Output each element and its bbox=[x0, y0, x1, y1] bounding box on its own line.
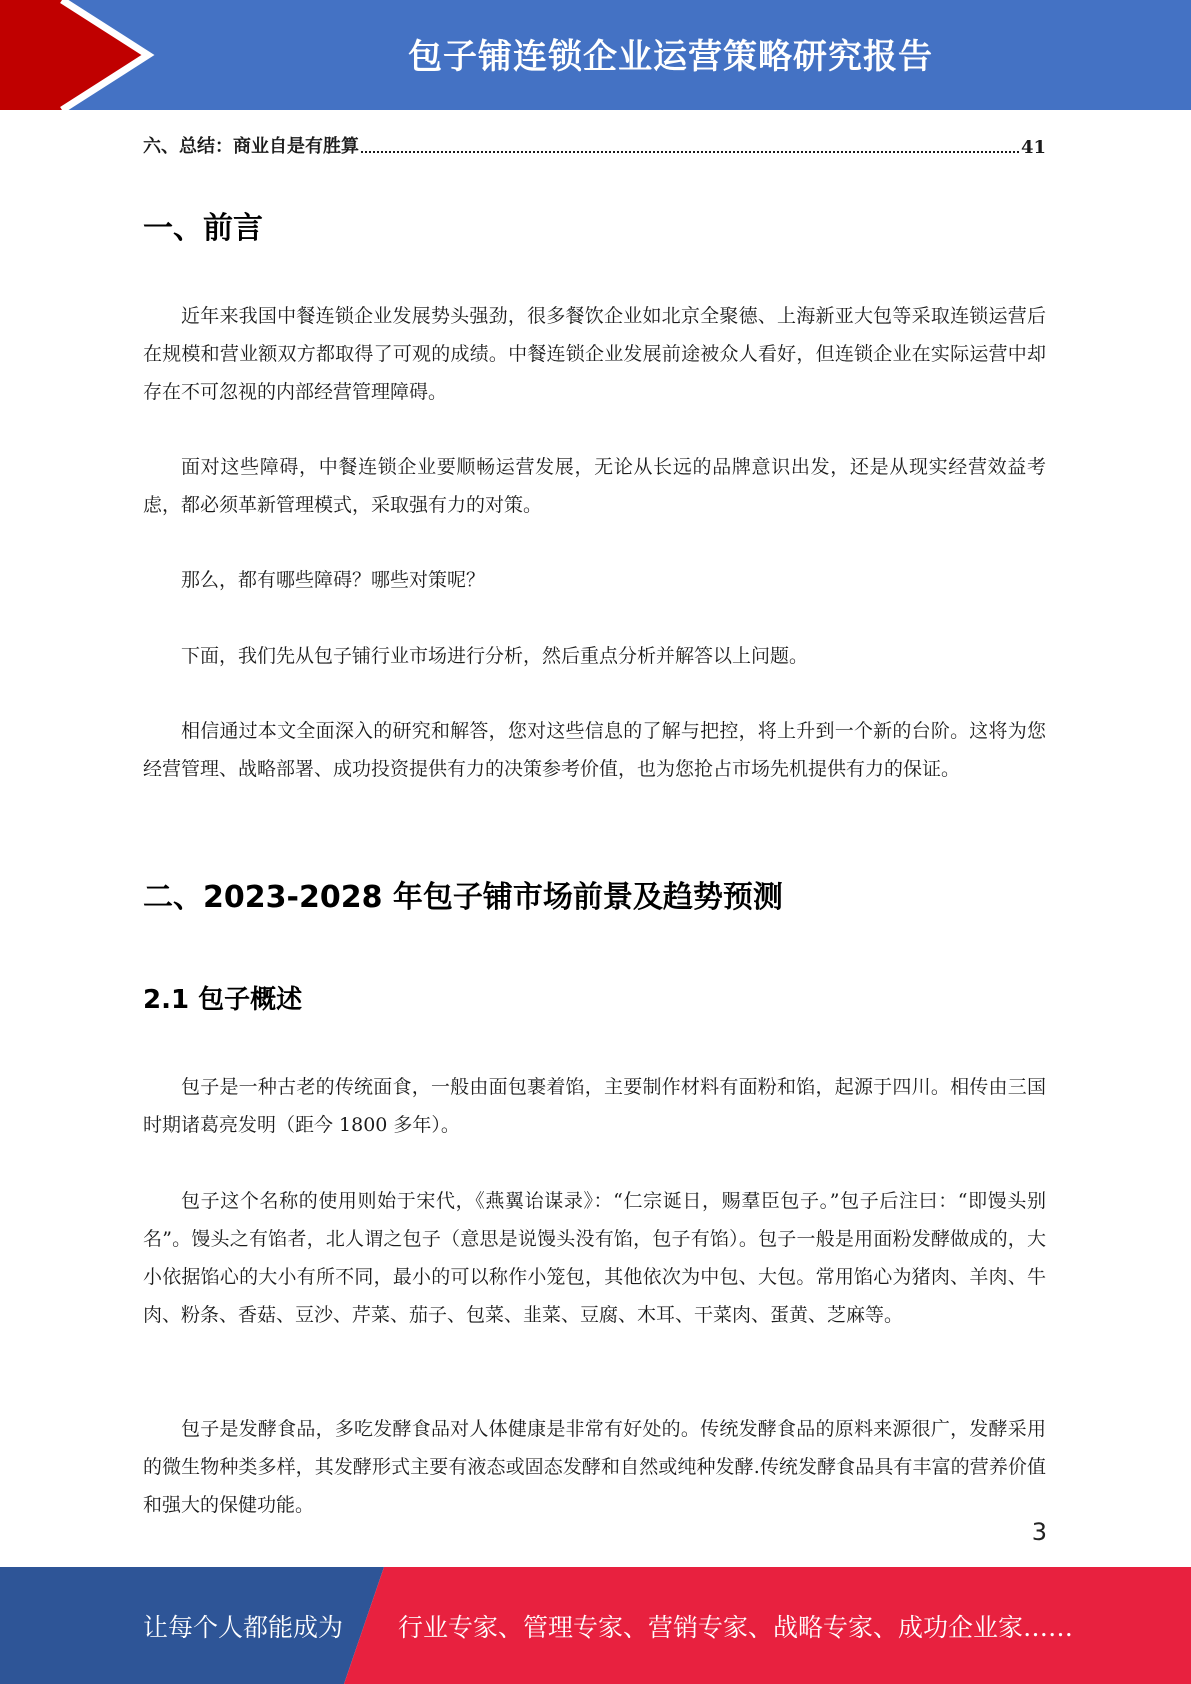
paragraph: 下面，我们先从包子铺行业市场进行分析，然后重点分析并解答以上问题。 bbox=[181, 645, 809, 667]
subsection-heading: 2.1 包子概述 bbox=[143, 985, 303, 1015]
toc-entry-page: 41 bbox=[1020, 137, 1046, 158]
page-number: 3 bbox=[1031, 1518, 1047, 1546]
paragraph: 包子是发酵食品，多吃发酵食品对人体健康是非常有好处的。传统发酵食品的原料来源很广，发酵采用的微生物种类多样，其发酵形式主要有液态或固态发酵和自然或纯种发酵.传统发酵食品具有丰富的营养价值和强大的保健功能。 bbox=[143, 1418, 1046, 1516]
toc-entry[interactable] bbox=[143, 132, 1046, 158]
paragraph: 相信通过本文全面深入的研究和解答，您对这些信息的了解与把控，将上升到一个新的台阶。这将为您经营管理、战略部署、成功投资提供有力的决策参考价值，也为您抢占市场先机提供有力的保证。 bbox=[143, 720, 1046, 780]
paragraph: 那么，都有哪些障碍？哪些对策呢？ bbox=[181, 569, 486, 591]
toc-entry-label: 六、总结：商业自是有胜算 bbox=[143, 136, 359, 157]
footer-slogan-right: 行业专家、管理专家、营销专家、战略专家、成功企业家…… bbox=[398, 1612, 1074, 1642]
report-title: 包子铺连锁企业运营策略研究报告 bbox=[408, 36, 933, 77]
paragraph: 近年来我国中餐连锁企业发展势头强劲，很多餐饮企业如北京全聚德、上海新亚大包等采取连锁运营后在规模和营业额双方都取得了可观的成绩。中餐连锁企业发展前途被众人看好，但连锁企业在实际运营中却存在不可忽视的内部经营管理障碍。 bbox=[143, 305, 1046, 403]
paragraph: 面对这些障碍，中餐连锁企业要顺畅运营发展，无论从长远的品牌意识出发，还是从现实经营效益考虑，都必须革新管理模式，采取强有力的对策。 bbox=[143, 456, 1046, 516]
footer-slogan-left: 让每个人都能成为 bbox=[143, 1612, 344, 1642]
page-footer bbox=[0, 1567, 1191, 1684]
section-heading-preface: 一、前言 bbox=[143, 211, 263, 246]
page-header bbox=[0, 0, 1191, 110]
section-heading-forecast: 二、2023-2028 年包子铺市场前景及趋势预测 bbox=[143, 880, 783, 915]
paragraph: 包子是一种古老的传统面食，一般由面包裹着馅，主要制作材料有面粉和馅，起源于四川。相传由三国时期诸葛亮发明（距今 1800 多年）。 bbox=[143, 1076, 1046, 1136]
paragraph: 包子这个名称的使用则始于宋代，《燕翼诒谋录》：“仁宗诞日，赐羣臣包子。”包子后注曰：“即馒头别名”。馒头之有馅者，北人谓之包子（意思是说馒头没有馅，包子有馅）。包子一般是用面粉发酵做成的，大小依据馅心的大小有所不同，最小的可以称作小笼包，其他依次为中包、大包。常用馅心为猪肉、羊肉、牛肉、粉条、香菇、豆沙、芹菜、茄子、包菜、韭菜、豆腐、木耳、干菜肉、蛋黄、芝麻等。 bbox=[143, 1190, 1046, 1326]
toc-dot-leader bbox=[361, 151, 1019, 153]
